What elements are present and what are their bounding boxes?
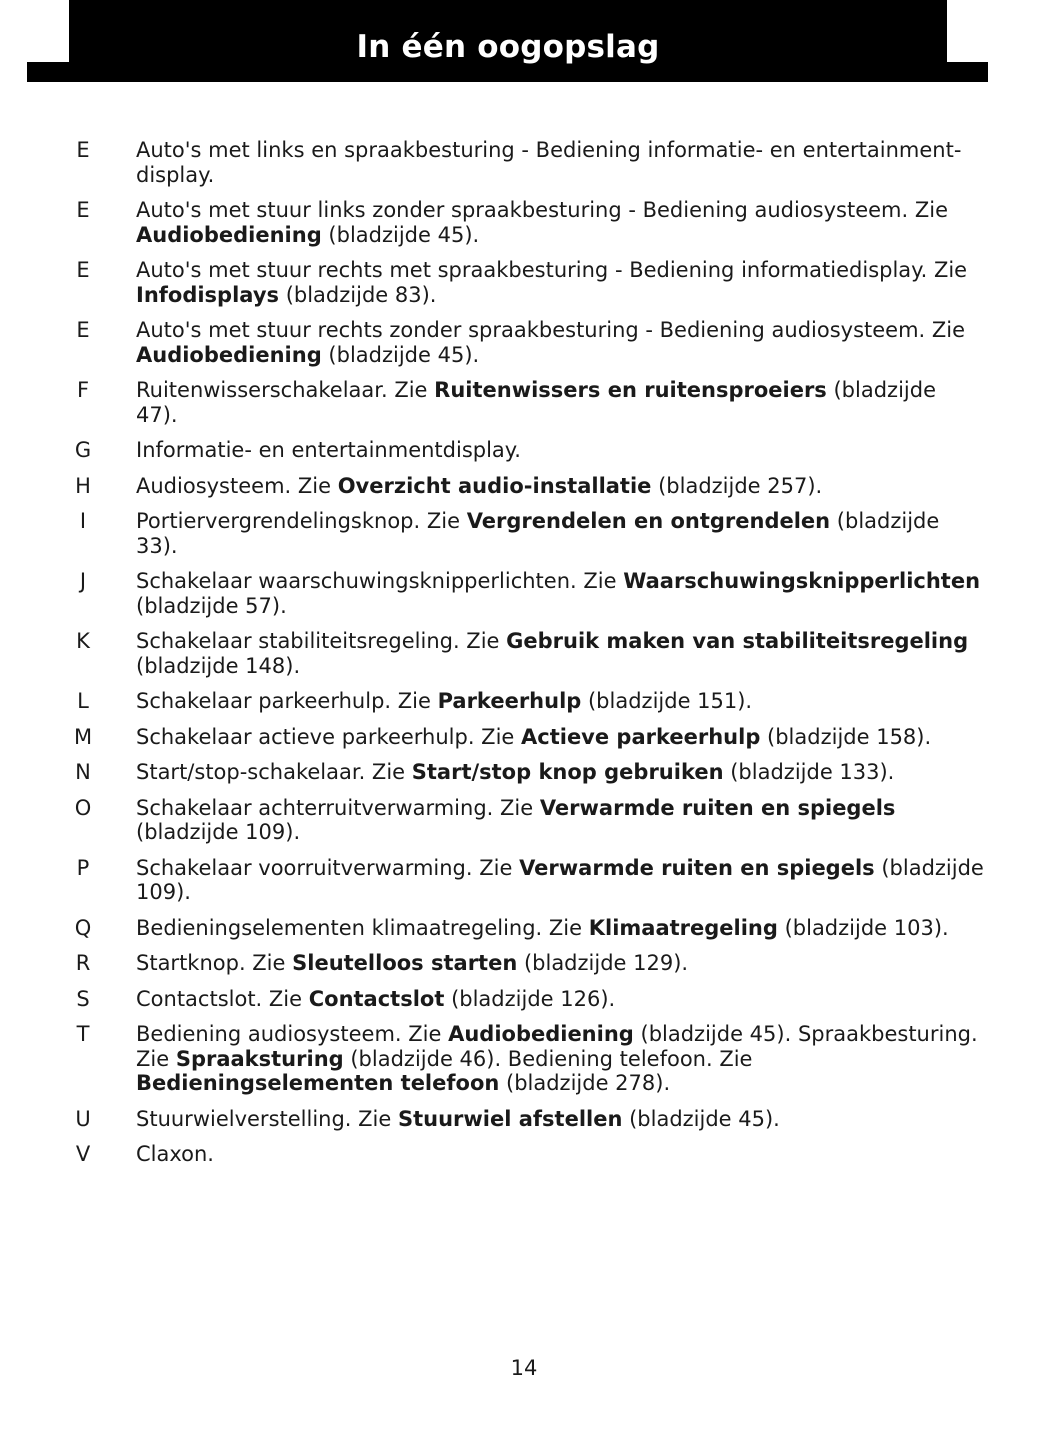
entry-letter: H: [75, 473, 91, 498]
cross-reference: Actieve parkeerhulp: [521, 724, 761, 749]
legend-entry: [0, 198, 1048, 247]
entry-letter: J: [79, 569, 87, 593]
cross-reference: Audiobediening: [136, 342, 322, 367]
entry-text-segment: (bladzijde 47).: [136, 378, 936, 427]
legend-entry: [0, 916, 1048, 941]
entry-text: [136, 987, 984, 1012]
entry-letter: U: [75, 1106, 91, 1131]
entry-letter: E: [76, 258, 90, 282]
entry-text: [136, 1107, 984, 1132]
entry-text-segment: Bedieningselementen klimaatregeling. Zie: [136, 915, 589, 940]
legend-entry: [0, 138, 1048, 187]
entry-text: [136, 258, 984, 307]
entry-text-segment: Schakelaar parkeerhulp. Zie: [136, 689, 438, 713]
entry-text-segment: Schakelaar waarschuwingsknipperlichten. Zie: [136, 569, 624, 593]
entry-text-segment: Ruitenwisserschakelaar. Zie: [136, 378, 435, 402]
entry-text: [136, 509, 984, 558]
entry-text-segment: Auto's met stuur links zonder spraakbesturing - Bediening audiosysteem. Zie: [136, 198, 948, 222]
entry-text: [136, 198, 984, 247]
entry-text-segment: Schakelaar stabiliteitsregeling. Zie: [136, 629, 507, 653]
entry-letter: E: [76, 318, 90, 342]
legend-entry: [0, 796, 1048, 845]
legend-entry: [0, 509, 1048, 558]
entry-text-segment: (bladzijde 33).: [136, 509, 940, 558]
cross-reference: Sleutelloos starten: [292, 951, 518, 975]
entry-text-segment: (bladzijde 57).: [136, 593, 287, 618]
cross-reference: Overzicht audio-installatie: [337, 473, 652, 498]
cross-reference: Bedieningselementen telefoon: [136, 1071, 500, 1095]
legend-entry: [0, 438, 1048, 463]
entry-text-segment: Auto's met links en spraakbesturing - Bediening informatie- en entertainment-display.: [136, 138, 962, 187]
entry-letter: E: [76, 198, 90, 222]
page-title: In één oogopslag: [356, 29, 660, 65]
page-number: 14: [510, 1356, 538, 1380]
entry-text-segment: Start/stop-schakelaar. Zie: [136, 760, 412, 784]
cross-reference: Verwarmde ruiten en spiegels: [519, 855, 875, 880]
entry-text: [136, 318, 984, 367]
legend-entry: [0, 856, 1048, 905]
legend-list: [0, 138, 1048, 1178]
entry-text-segment: (bladzijde 45).: [321, 222, 480, 247]
entry-text-segment: Schakelaar actieve parkeerhulp. Zie: [136, 724, 521, 749]
entry-text-segment: (bladzijde 45).: [622, 1106, 780, 1131]
entry-letter: N: [75, 760, 91, 784]
entry-letter: M: [73, 724, 93, 749]
legend-entry: [0, 1022, 1048, 1096]
legend-entry: [0, 474, 1048, 499]
entry-letter: O: [74, 795, 92, 820]
entry-text-segment: (bladzijde 46). Bediening telefoon. Zie: [343, 1046, 753, 1071]
entry-text: [136, 1022, 984, 1096]
cross-reference: Vergrendelen en ontgrendelen: [466, 509, 831, 533]
cross-reference: Spraaksturing: [175, 1046, 344, 1071]
entry-text: [136, 916, 984, 941]
entry-letter: V: [75, 1142, 91, 1166]
cross-reference: Gebruik maken van stabiliteitsregeling: [506, 629, 969, 653]
entry-text-segment: Schakelaar voorruitverwarming. Zie: [136, 855, 520, 880]
entry-letter: P: [76, 855, 90, 880]
entry-letter: G: [74, 438, 92, 462]
entry-letter: K: [76, 629, 90, 653]
entry-text-segment: Audiosysteem. Zie: [136, 473, 338, 498]
entry-text: [136, 1142, 984, 1167]
entry-letter: R: [75, 951, 91, 975]
entry-text-segment: (bladzijde 109).: [136, 820, 301, 844]
entry-text-segment: Portiervergrendelingsknop. Zie: [136, 509, 467, 533]
entry-text-segment: Contactslot. Zie: [136, 986, 309, 1011]
legend-entry: [0, 1107, 1048, 1132]
legend-entry: [0, 951, 1048, 976]
legend-entry: [0, 569, 1048, 618]
entry-text-segment: Claxon.: [136, 1142, 214, 1166]
entry-text-segment: (bladzijde 257).: [651, 473, 823, 498]
entry-text: [136, 569, 984, 618]
cross-reference: Parkeerhulp: [437, 689, 582, 713]
cross-reference: Verwarmde ruiten en spiegels: [539, 795, 896, 820]
entry-text-segment: Auto's met stuur rechts met spraakbesturing - Bediening informatiedisplay. Zie: [136, 258, 968, 282]
legend-entry: [0, 689, 1048, 714]
entry-text-segment: (bladzijde 83).: [279, 282, 437, 307]
entry-text-segment: (bladzijde 278).: [499, 1071, 671, 1095]
entry-text-segment: (bladzijde 158).: [760, 724, 932, 749]
cross-reference: Stuurwiel afstellen: [397, 1106, 623, 1131]
entry-text-segment: Bediening audiosysteem. Zie: [136, 1022, 449, 1046]
entry-text-segment: Startknop. Zie: [136, 951, 293, 975]
entry-letter: T: [76, 1022, 90, 1046]
legend-entry: [0, 318, 1048, 367]
entry-text: [136, 138, 984, 187]
entry-text-segment: (bladzijde 103).: [777, 915, 949, 940]
cross-reference: Start/stop knop gebruiken: [411, 760, 724, 784]
cross-reference: Contactslot: [308, 986, 445, 1011]
cross-reference: Ruitenwissers en ruitensproeiers: [434, 378, 827, 402]
entry-text: [136, 951, 984, 976]
entry-text-segment: (bladzijde 109).: [136, 855, 984, 904]
entry-letter: E: [76, 138, 90, 162]
entry-text: [136, 760, 984, 785]
entry-text-segment: (bladzijde 133).: [723, 760, 895, 784]
entry-text-segment: Auto's met stuur rechts zonder spraakbesturing - Bediening audiosysteem. Zie: [136, 318, 966, 342]
entry-letter: L: [77, 689, 89, 713]
cross-reference: Audiobediening: [136, 222, 322, 247]
cross-reference: Infodisplays: [136, 282, 280, 307]
legend-entry: [0, 725, 1048, 750]
entry-letter: F: [76, 378, 90, 402]
entry-text-segment: (bladzijde 45).: [321, 342, 480, 367]
entry-text-segment: (bladzijde 126).: [444, 986, 616, 1011]
entry-text-segment: Stuurwielverstelling. Zie: [136, 1106, 398, 1131]
legend-entry: [0, 378, 1048, 427]
entry-text: [136, 629, 984, 678]
cross-reference: Waarschuwingsknipperlichten: [623, 569, 981, 593]
entry-text: [136, 725, 984, 750]
entry-text-segment: (bladzijde 148).: [136, 653, 301, 678]
legend-entry: [0, 629, 1048, 678]
entry-text-segment: (bladzijde 151).: [581, 689, 753, 713]
entry-letter: Q: [74, 915, 92, 940]
entry-text: [136, 689, 984, 714]
cross-reference: Klimaatregeling: [588, 915, 778, 940]
entry-text: [136, 796, 984, 845]
cross-reference: Audiobediening: [448, 1022, 634, 1046]
entry-text-segment: Schakelaar achterruitverwarming. Zie: [136, 795, 540, 820]
legend-entry: [0, 1142, 1048, 1167]
entry-letter: S: [76, 986, 90, 1011]
entry-text-segment: Informatie- en entertainmentdisplay.: [136, 438, 521, 462]
header-tab: [69, 0, 947, 82]
legend-entry: [0, 760, 1048, 785]
entry-text-segment: (bladzijde 129).: [517, 951, 689, 975]
entry-text: [136, 474, 984, 499]
entry-text: [136, 378, 984, 427]
entry-text: [136, 438, 984, 463]
legend-entry: [0, 258, 1048, 307]
entry-text: [136, 856, 984, 905]
entry-text-segment: (bladzijde 45). Spraakbesturing. Zie: [136, 1022, 978, 1071]
entry-letter: I: [79, 509, 87, 533]
legend-entry: [0, 987, 1048, 1012]
